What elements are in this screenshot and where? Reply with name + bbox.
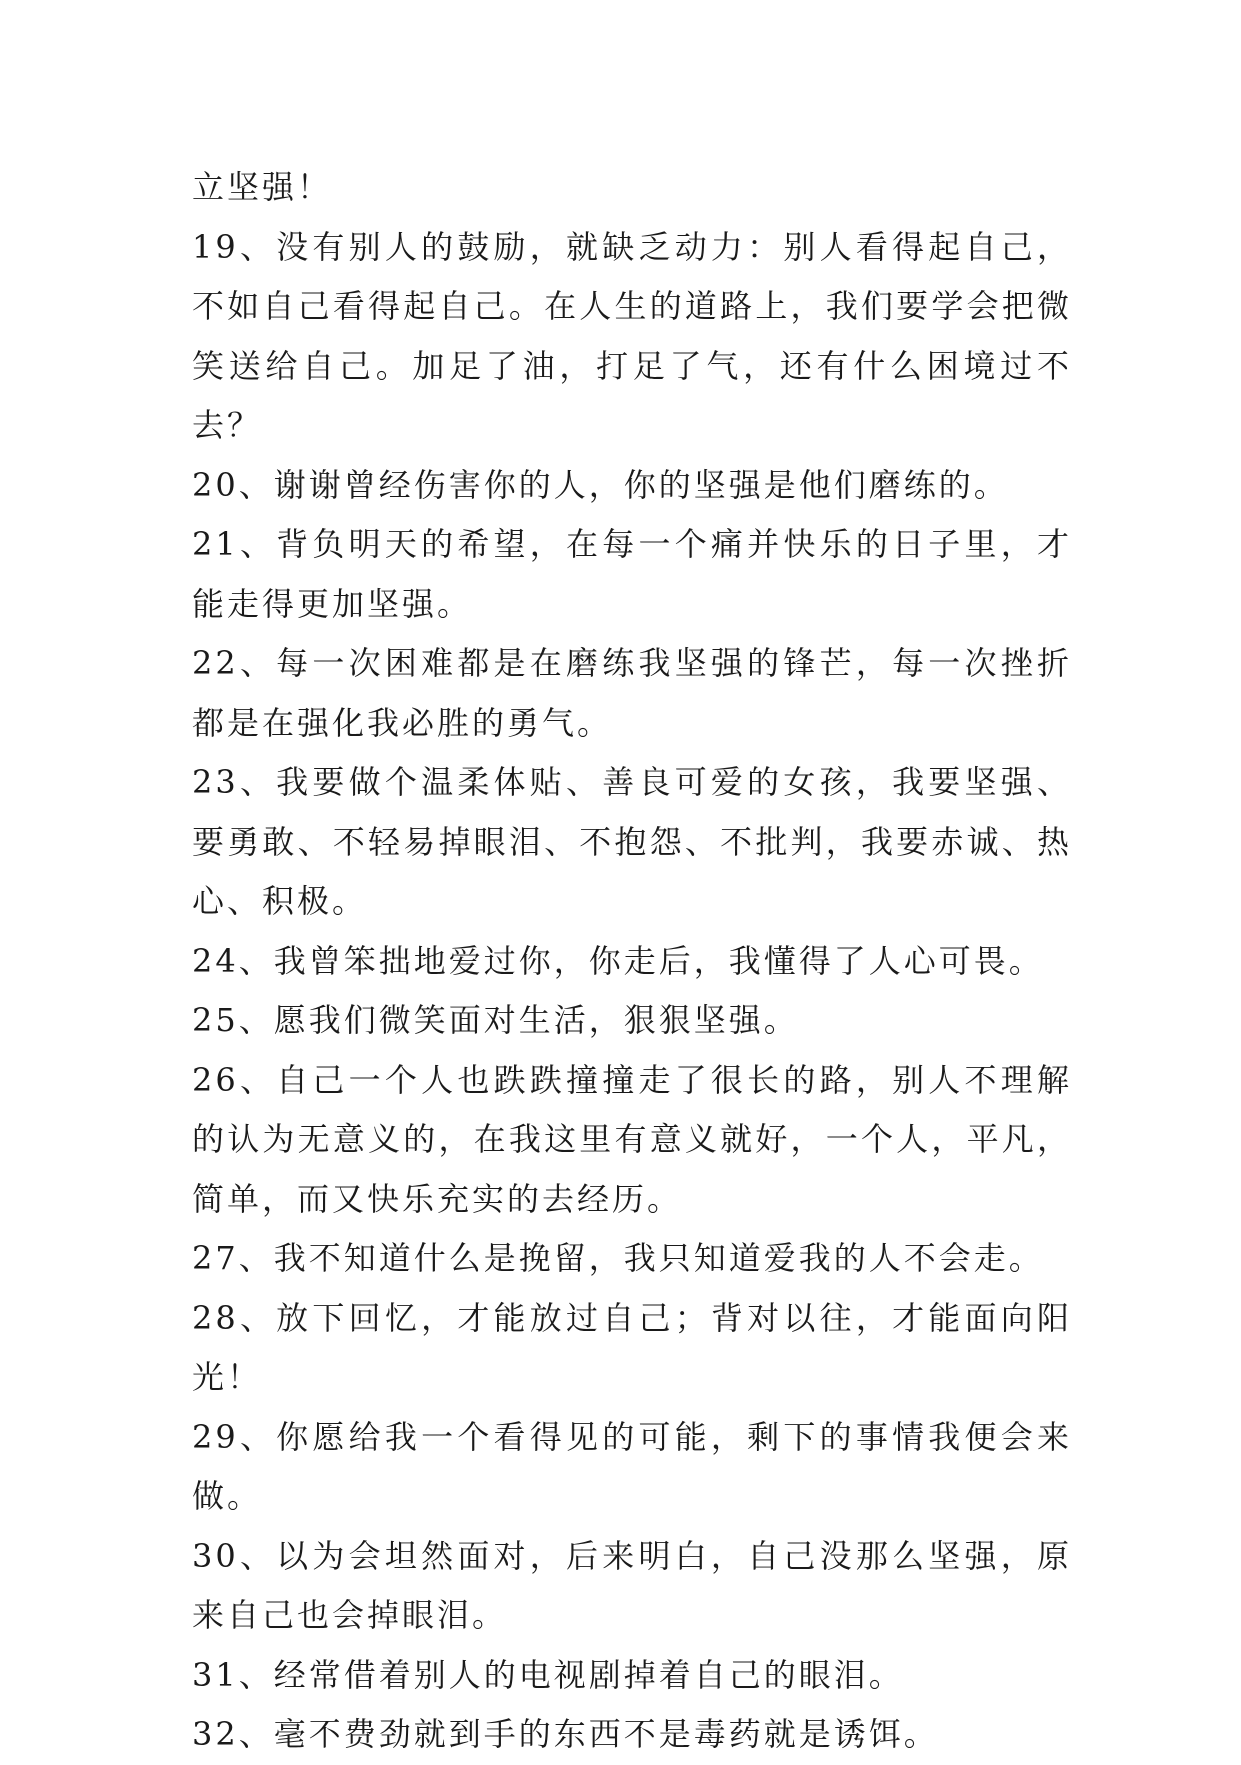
paragraph-32: 32、毫不费劲就到手的东西不是毒药就是诱饵。 bbox=[192, 1715, 939, 1753]
paragraph-24: 24、我曾笨拙地爱过你，你走后，我懂得了人心可畏。 bbox=[192, 941, 1044, 980]
paragraph-26: 26、自己一个人也跌跌撞撞走了很长的路，别人不理解的认为无意义的，在我这里有意义就好，一个人，平凡，简单，而又快乐充实的去经历。 bbox=[192, 1060, 1072, 1218]
paragraph-25: 25、愿我们微笑面对生活，狠狠坚强。 bbox=[192, 1001, 799, 1039]
document-body bbox=[192, 158, 1072, 1765]
paragraph-19: 19、没有别人的鼓励，就缺乏动力：别人看得起自己，不如自己看得起自己。在人生的道路上，我们要学会把微笑送给自己。加足了油，打足了气，还有什么困境过不去？ bbox=[192, 227, 1072, 444]
paragraph-20: 20、谢谢曾经伤害你的人，你的坚强是他们磨练的。 bbox=[192, 465, 1009, 504]
paragraph-23: 23、我要做个温柔体贴、善良可爱的女孩，我要坚强、要勇敢、不轻易掉眼泪、不抱怨、不批判，我要赤诚、热心、积极。 bbox=[192, 763, 1072, 920]
paragraph-29: 29、你愿给我一个看得见的可能，剩下的事情我便会来做。 bbox=[192, 1417, 1072, 1515]
paragraph-22: 22、每一次困难都是在磨练我坚强的锋芒，每一次挫折都是在强化我必胜的勇气。 bbox=[192, 644, 1072, 742]
paragraph-28: 28、放下回忆，才能放过自己；背对以往，才能面向阳光！ bbox=[192, 1298, 1072, 1396]
paragraph-30: 30、以为会坦然面对，后来明白，自己没那么坚强，原来自己也会掉眼泪。 bbox=[192, 1536, 1072, 1634]
paragraph-21: 21、背负明天的希望，在每一个痛并快乐的日子里，才能走得更加坚强。 bbox=[192, 525, 1072, 623]
paragraph-27: 27、我不知道什么是挽留，我只知道爱我的人不会走。 bbox=[192, 1239, 1044, 1277]
paragraph-31: 31、经常借着别人的电视剧掉着自己的眼泪。 bbox=[192, 1655, 904, 1694]
paragraph-continuation: 立坚强！ bbox=[192, 168, 333, 206]
